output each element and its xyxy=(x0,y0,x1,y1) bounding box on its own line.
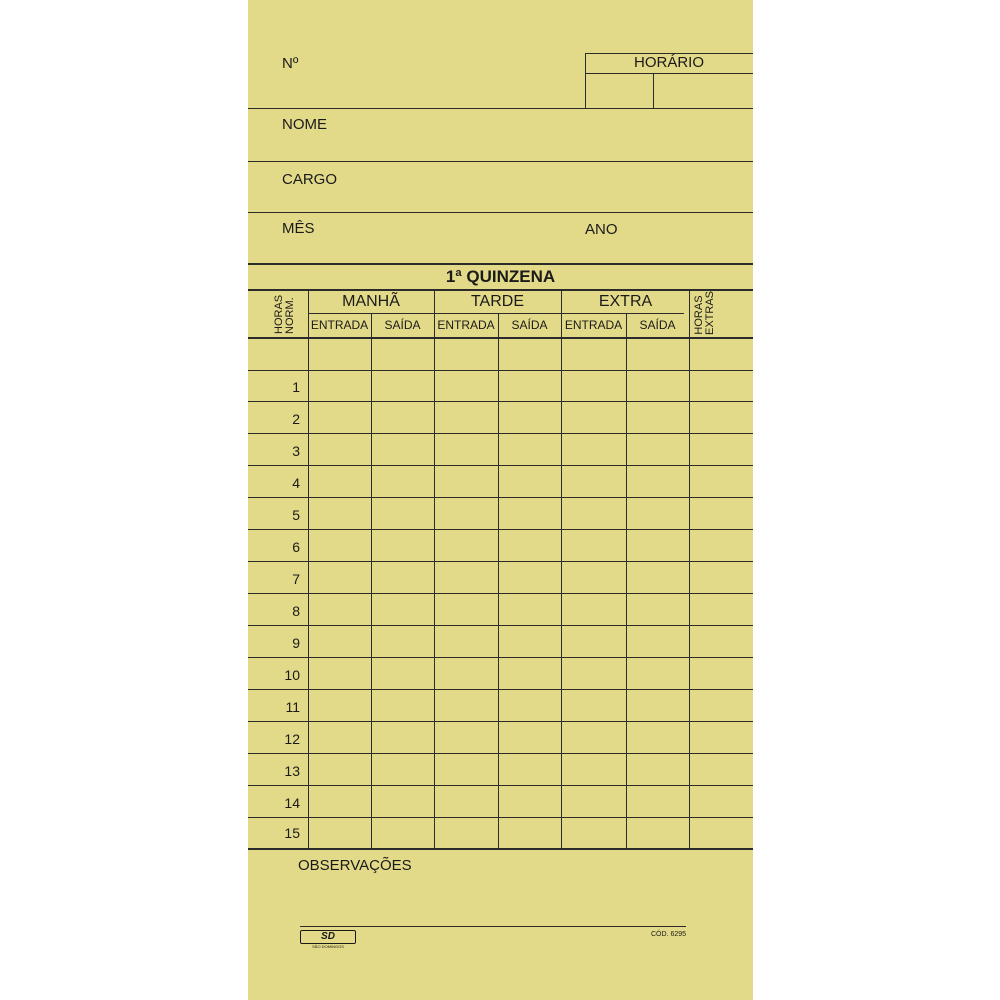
group-extra: EXTRA xyxy=(598,293,653,310)
footer-line xyxy=(300,926,686,927)
col-line-6 xyxy=(626,313,627,848)
header-line-2 xyxy=(248,161,753,162)
col-line-2 xyxy=(371,313,372,848)
row-number-8: 8 xyxy=(292,603,300,619)
row-line xyxy=(248,689,753,690)
row-line xyxy=(248,625,753,626)
row-line xyxy=(248,433,753,434)
nome-label: NOME xyxy=(282,116,327,133)
row-number-15: 15 xyxy=(284,825,300,841)
row-number-9: 9 xyxy=(292,635,300,651)
row-number-6: 6 xyxy=(292,539,300,555)
subcol-tarde-entrada: ENTRADA xyxy=(437,318,495,332)
row-line xyxy=(248,401,753,402)
ano-label: ANO xyxy=(585,221,618,238)
col-line-4 xyxy=(498,313,499,848)
horario-top-line xyxy=(585,53,753,54)
title-bottom-line xyxy=(248,289,753,291)
row-line xyxy=(248,465,753,466)
row-line xyxy=(248,370,753,371)
horario-label: HORÁRIO xyxy=(633,54,704,71)
horas-extras-line2: EXTRAS xyxy=(704,290,716,335)
subcol-manha-entrada: ENTRADA xyxy=(310,318,369,332)
subcol-manha-saida: SAÍDA xyxy=(384,318,421,332)
group-under-line xyxy=(308,313,684,314)
table-bottom-line xyxy=(248,848,753,850)
row-line xyxy=(248,721,753,722)
quinzena-title: 1ª QUINZENA xyxy=(445,267,556,286)
product-code: CÓD. 6295 xyxy=(651,931,687,938)
group-manha: MANHÃ xyxy=(342,293,400,310)
row-number-12: 12 xyxy=(284,731,300,747)
row-number-2: 2 xyxy=(292,411,300,427)
horas-norm-label xyxy=(273,294,298,334)
table-top-line xyxy=(248,263,753,265)
col-line-5 xyxy=(561,290,562,848)
mes-label: MÊS xyxy=(282,220,315,237)
subcol-extra-saida: SAÍDA xyxy=(639,318,676,332)
horario-left-line xyxy=(585,53,586,109)
col-line-7 xyxy=(689,290,690,848)
row-number-11: 11 xyxy=(285,699,300,715)
timecard xyxy=(248,0,753,1000)
row-line xyxy=(248,657,753,658)
row-number-1: 1 xyxy=(292,379,300,395)
row-number-13: 13 xyxy=(284,763,300,779)
row-number-5: 5 xyxy=(292,507,300,523)
row-number-3: 3 xyxy=(292,443,300,459)
row-line xyxy=(248,529,753,530)
horas-norm-line2: NORM. xyxy=(284,297,296,334)
header-bottom-line xyxy=(248,337,753,339)
row-number-14: 14 xyxy=(284,795,300,811)
horas-extras-line1: HORAS xyxy=(693,295,705,335)
row-line xyxy=(248,785,753,786)
horas-extras-label xyxy=(693,290,718,335)
group-tarde: TARDE xyxy=(470,293,525,310)
numero-label: Nº xyxy=(282,55,299,72)
observacoes-label: OBSERVAÇÕES xyxy=(298,857,412,874)
row-line xyxy=(248,593,753,594)
row-number-7: 7 xyxy=(292,571,300,587)
horas-norm-line1: HORAS xyxy=(273,294,285,334)
header-line-3 xyxy=(248,212,753,213)
cargo-label: CARGO xyxy=(282,171,338,188)
col-line-3 xyxy=(434,290,435,848)
row-number-4: 4 xyxy=(292,475,300,491)
horario-split-line xyxy=(653,73,654,109)
row-line xyxy=(248,817,753,818)
row-number-10: 10 xyxy=(284,667,300,683)
brand-logo: SD xyxy=(300,930,356,944)
horario-mid-line xyxy=(585,73,753,74)
col-line-1 xyxy=(308,290,309,848)
row-line xyxy=(248,561,753,562)
header-line-1 xyxy=(248,108,753,109)
subcol-tarde-saida: SAÍDA xyxy=(511,318,548,332)
row-line xyxy=(248,497,753,498)
brand-logo-subtext: SÃO DOMINGOS xyxy=(312,944,344,949)
subcol-extra-entrada: ENTRADA xyxy=(564,318,623,332)
row-line xyxy=(248,753,753,754)
